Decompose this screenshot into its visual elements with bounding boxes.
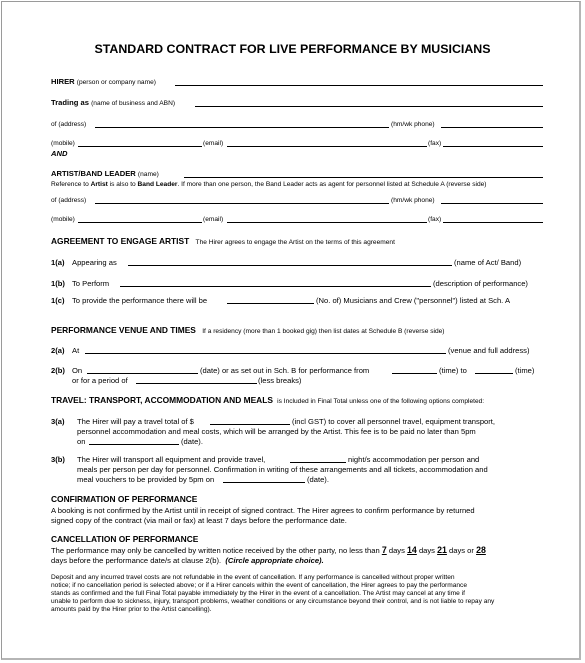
reference-pre: Reference to <box>51 181 89 188</box>
agreement-section <box>51 237 395 247</box>
cancellation-heading: CANCELLATION OF PERFORMANCE <box>51 534 199 544</box>
travel-3b-line1-pre: The Hirer will transport all equipment and provide travel, <box>77 455 266 464</box>
item-text: To provide the performance there will be <box>72 296 208 305</box>
hirer-label: HIRER <box>51 77 75 86</box>
hirer-address-label: of (address) <box>51 121 87 128</box>
on-label: On <box>72 366 83 375</box>
hirer-section <box>51 77 156 87</box>
act-name-field[interactable] <box>128 265 452 266</box>
days-or-label: days or <box>449 546 474 555</box>
period-label: or for a period of <box>72 376 128 385</box>
artist-mobile-field[interactable] <box>78 222 202 223</box>
artist-reference <box>51 180 487 189</box>
time-label: (time) <box>515 366 535 375</box>
artist-label: ARTIST/BAND LEADER <box>51 169 136 178</box>
reference-artist: Artist <box>90 181 108 188</box>
days-label: days <box>418 546 435 555</box>
agreement-note: The Hirer agrees to engage the Artist on the terms of this agreement <box>195 239 395 246</box>
hirer-email-label: (email) <box>203 140 224 147</box>
travel-3b-line2: meals per person per day for personnel. Confirmation in writing of these arrangements and all tickets, accommodation and <box>77 465 488 474</box>
nights-field[interactable] <box>290 462 346 463</box>
item-num: 1(c) <box>51 296 65 305</box>
item-text: At <box>72 346 80 355</box>
artist-phone-label: (hm/wk phone) <box>391 197 435 204</box>
hirer-name-field[interactable] <box>175 85 543 86</box>
artist-address-field[interactable] <box>95 203 389 204</box>
travel-3a-line3-post: (date). <box>181 437 203 446</box>
venue-note: If a residency (more than 1 booked gig) then list dates at Schedule B (reverse side) <box>202 328 445 335</box>
item-suffix: (name of Act/ Band) <box>454 258 522 267</box>
artist-address-label: of (address) <box>51 197 87 204</box>
hirer-fax-field[interactable] <box>443 146 543 147</box>
item-text: To Perform <box>72 279 110 288</box>
confirmation-heading: CONFIRMATION OF PERFORMANCE <box>51 494 198 504</box>
performance-description-field[interactable] <box>120 286 431 287</box>
cancellation-para-line: notice; if no cancellation period is selected above; or if a Hirer cancels within the event of cancellation, the Hirer agrees to pay the performance <box>51 582 467 589</box>
hirer-mobile-field[interactable] <box>78 146 202 147</box>
circle-choice-note: (Circle appropriate choice). <box>225 556 324 565</box>
travel-3b-line3-post: (date). <box>307 475 329 484</box>
confirmation-line1: A booking is not confirmed by the Artist until in receipt of signed contract. The Hirer agrees to confirm performance by returned <box>51 506 475 515</box>
item-suffix: (venue and full address) <box>448 346 530 355</box>
artist-name-note: (name) <box>137 171 159 178</box>
performance-date-field[interactable] <box>87 373 198 374</box>
cancellation-line1-pre: The performance may only be cancelled by written notice received by the other party, no less than <box>51 546 380 555</box>
agreement-heading: AGREEMENT TO ENGAGE ARTIST <box>51 236 190 246</box>
travel-3a-line1-pre: The Hirer will pay a travel total of $ <box>77 417 194 426</box>
venue-address-field[interactable] <box>85 353 446 354</box>
option-14-days[interactable]: 14 <box>407 545 417 555</box>
travel-3a-line3-pre: on <box>77 437 86 446</box>
item-num: 1(b) <box>51 279 65 288</box>
cancellation-para-line: Deposit and any incurred travel costs are not refundable in the event of cancellation. If any performance is cancelled without proper written <box>51 574 455 581</box>
item-num: 2(a) <box>51 346 65 355</box>
artist-name-field[interactable] <box>184 177 543 178</box>
cancellation-line1 <box>51 546 486 555</box>
travel-heading: TRAVEL: TRANSPORT, ACCOMMODATION AND MEALS <box>51 395 273 405</box>
option-28-days[interactable]: 28 <box>476 545 486 555</box>
venue-section <box>51 326 444 336</box>
trading-note: (name of business and ABN) <box>91 100 176 107</box>
reference-post: . If more than one person, the Band Leader acts as agent for personnel listed at Schedule A (reverse side) <box>177 181 487 188</box>
cancellation-line2 <box>51 556 324 565</box>
venue-heading: PERFORMANCE VENUE AND TIMES <box>51 325 196 335</box>
item-num: 3(b) <box>51 455 65 464</box>
item-num: 2(b) <box>51 366 65 375</box>
travel-3a-line1-post: (incl GST) to cover all personnel travel, equipment transport, <box>292 417 496 426</box>
artist-fax-field[interactable] <box>443 222 543 223</box>
vouchers-date-field[interactable] <box>223 482 305 483</box>
reference-leader: Band Leader <box>137 181 178 188</box>
travel-section <box>51 396 484 406</box>
and-label: AND <box>51 149 68 158</box>
travel-total-field[interactable] <box>210 424 290 425</box>
travel-3b-line3-pre: meal vouchers to be provided by 5pm on <box>77 475 215 484</box>
travel-3a-line2: personnel accommodation and meal costs, which will be arranged by the Artist. This fee is to be paid no later than 5pm <box>77 427 476 436</box>
hirer-note: (person or company name) <box>76 79 156 86</box>
artist-email-field[interactable] <box>227 222 427 223</box>
travel-note: is Included in Final Total unless one of the following options completed: <box>277 398 485 405</box>
item-text: Appearing as <box>72 258 117 267</box>
hirer-phone-label: (hm/wk phone) <box>391 121 435 128</box>
trading-field[interactable] <box>195 106 543 107</box>
travel-3b-line1-post: night/s accommodation per person and <box>348 455 480 464</box>
cancellation-para-line: amounts paid by the Hirer prior to the Artist cancelling). <box>51 606 212 613</box>
trading-row <box>51 98 175 108</box>
cancellation-line2-pre: days before the performance date/s at clause 2(b). <box>51 556 222 565</box>
cancellation-para-line: unable to perform due to sickness, injury, transport problems, weather conditions or any circumstance beyond their control, and is not liable to repay any <box>51 598 495 605</box>
artist-section <box>51 169 159 179</box>
period-field[interactable] <box>136 383 257 384</box>
artist-fax-label: (fax) <box>428 216 442 223</box>
breaks-label: (less breaks) <box>258 376 302 385</box>
hirer-mobile-label: (mobile) <box>51 140 75 147</box>
option-21-days[interactable]: 21 <box>437 545 447 555</box>
hirer-phone-field[interactable] <box>441 127 543 128</box>
travel-payment-date-field[interactable] <box>89 444 179 445</box>
start-time-field[interactable] <box>392 373 437 374</box>
artist-phone-field[interactable] <box>441 203 543 204</box>
artist-email-label: (email) <box>203 216 224 223</box>
confirmation-line2: signed copy of the contract (via mail or fax) at least 7 days before the performance date. <box>51 516 347 525</box>
days-label: days <box>388 546 405 555</box>
hirer-address-field[interactable] <box>95 127 389 128</box>
end-time-field[interactable] <box>475 373 513 374</box>
musicians-count-field[interactable] <box>227 303 314 304</box>
artist-mobile-label: (mobile) <box>51 216 75 223</box>
item-num: 3(a) <box>51 417 65 426</box>
item-suffix: (description of performance) <box>433 279 528 288</box>
hirer-email-field[interactable] <box>227 146 427 147</box>
date-or-from-label: (date) or as set out in Sch. B for performance from <box>200 366 370 375</box>
page-title: STANDARD CONTRACT FOR LIVE PERFORMANCE BY MUSICIANS <box>94 42 491 56</box>
cancellation-para-line: stands as confirmed and the full Final Total payable immediately by the Hirer in the event of a cancellation. The Artist may cancel at any time if <box>51 590 465 597</box>
trading-label: Trading as <box>51 98 89 107</box>
reference-mid: is also to <box>109 181 136 188</box>
option-7-days[interactable]: 7 <box>381 545 387 555</box>
time-to-label: (time) to <box>439 366 467 375</box>
item-num: 1(a) <box>51 258 65 267</box>
item-suffix: (No. of) Musicians and Crew ("personnel") listed at Sch. A <box>316 296 511 305</box>
hirer-fax-label: (fax) <box>428 140 442 147</box>
